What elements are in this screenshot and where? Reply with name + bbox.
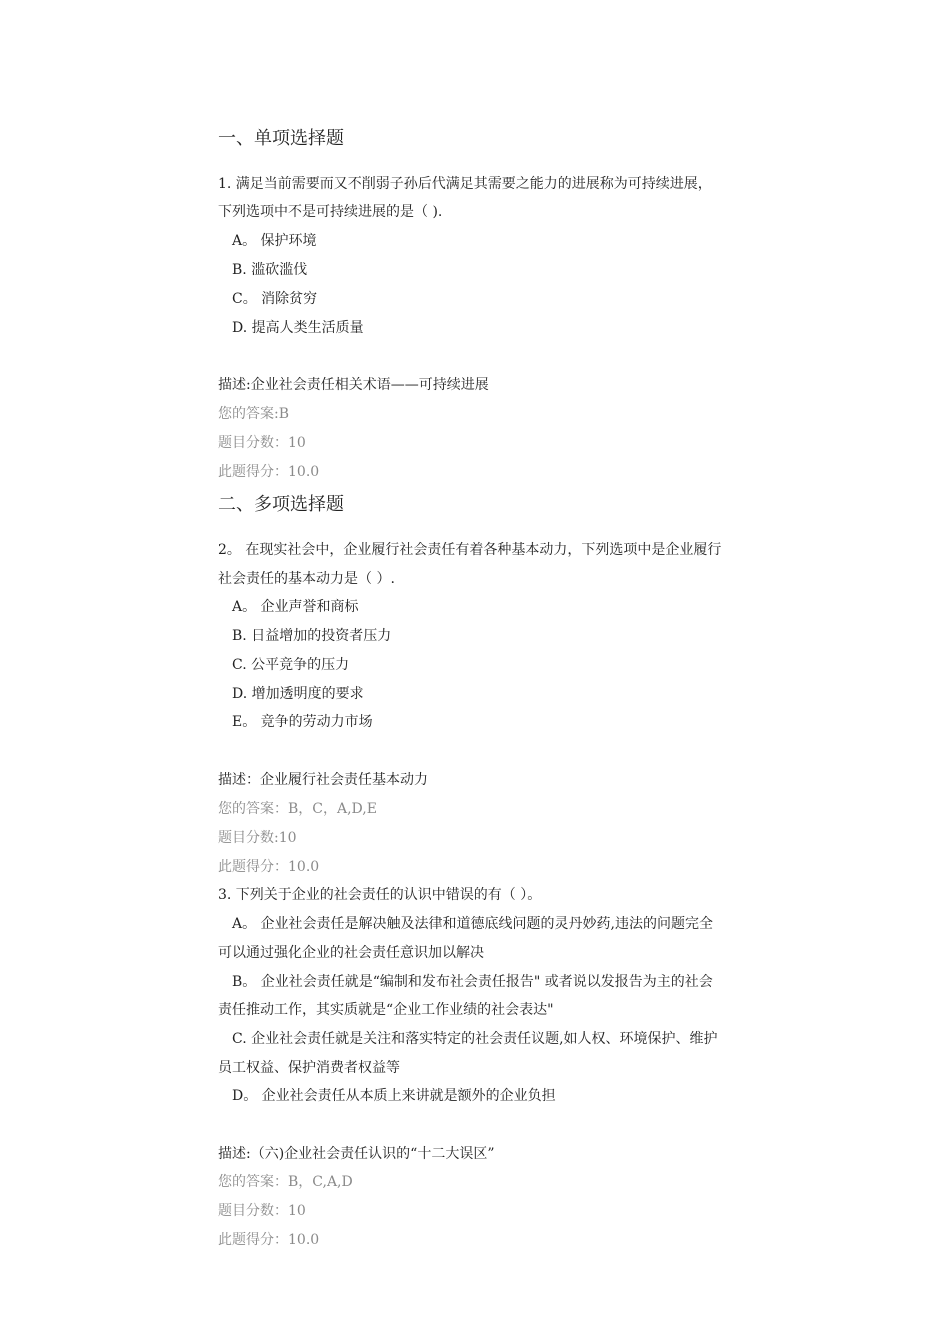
question-2-obtained-score: 此题得分：10.0 xyxy=(218,859,320,875)
question-1-description: 描述:企业社会责任相关术语——可持续进展 xyxy=(218,377,489,393)
question-2-your-answer: 您的答案：B，C，A,D,E xyxy=(218,801,377,817)
question-1-your-answer: 您的答案:B xyxy=(218,406,290,422)
question-2-option-d: D. 增加透明度的要求 xyxy=(232,686,364,702)
question-3-description: 描述:（六)企业社会责任认识的“十二大误区” xyxy=(218,1146,495,1162)
question-3-option-c-line-1: C. 企业社会责任就是关注和落实特定的社会责任议题,如人权、环境保护、维护 xyxy=(232,1031,718,1047)
question-1-option-a: A。 保护环境 xyxy=(232,233,317,249)
question-1-text-line-2: 下列选项中不是可持续进展的是（ ). xyxy=(218,204,443,220)
question-2-option-a: A。 企业声誉和商标 xyxy=(232,599,359,615)
question-3-your-answer: 您的答案：B，C,A,D xyxy=(218,1174,353,1190)
question-2-description: 描述：企业履行社会责任基本动力 xyxy=(218,772,428,788)
question-2-text-line-2: 社会责任的基本动力是（ ）. xyxy=(218,571,395,587)
question-1-obtained-score: 此题得分：10.0 xyxy=(218,464,320,480)
question-1-text-line-1: 1. 满足当前需要而又不削弱子孙后代满足其需要之能力的进展称为可持续进展， xyxy=(218,176,712,192)
question-2-option-c: C. 公平竞争的压力 xyxy=(232,657,350,673)
question-2-option-e: E。 竞争的劳动力市场 xyxy=(232,714,373,730)
question-3-obtained-score: 此题得分：10.0 xyxy=(218,1232,320,1248)
question-2-option-b: B. 日益增加的投资者压力 xyxy=(232,628,392,644)
question-3-option-c-line-2: 员工权益、保护消费者权益等 xyxy=(218,1060,400,1076)
question-1-option-d: D. 提高人类生活质量 xyxy=(232,320,364,336)
question-3-option-a-line-2: 可以通过强化企业的社会责任意识加以解决 xyxy=(218,945,484,961)
question-3-option-b-line-2: 责任推动工作，其实质就是“企业工作业绩的社会表达" xyxy=(218,1002,554,1018)
question-2-question-score: 题目分数:10 xyxy=(218,830,297,846)
question-1-question-score: 题目分数：10 xyxy=(218,435,306,451)
question-3-question-score: 题目分数：10 xyxy=(218,1203,306,1219)
question-1-option-c: C。 消除贫穷 xyxy=(232,291,318,307)
question-2-text-line-1: 2。 在现实社会中，企业履行社会责任有着各种基本动力，下列选项中是企业履行 xyxy=(218,542,722,558)
section-heading-single-choice: 一、单项选择题 xyxy=(218,128,344,149)
question-3-option-b-line-1: B。 企业社会责任就是“编制和发布社会责任报告" 或者说以发报告为主的社会 xyxy=(232,974,713,990)
section-heading-multiple-choice: 二、多项选择题 xyxy=(218,494,344,515)
question-3-text: 3. 下列关于企业的社会责任的认识中错误的有（ ）。 xyxy=(218,887,542,903)
question-1-option-b: B. 滥砍滥伐 xyxy=(232,262,308,278)
question-3-option-a-line-1: A。 企业社会责任是解决触及法律和道德底线问题的灵丹妙药,违法的问题完全 xyxy=(232,916,714,932)
question-3-option-d: D。 企业社会责任从本质上来讲就是额外的企业负担 xyxy=(232,1088,556,1104)
